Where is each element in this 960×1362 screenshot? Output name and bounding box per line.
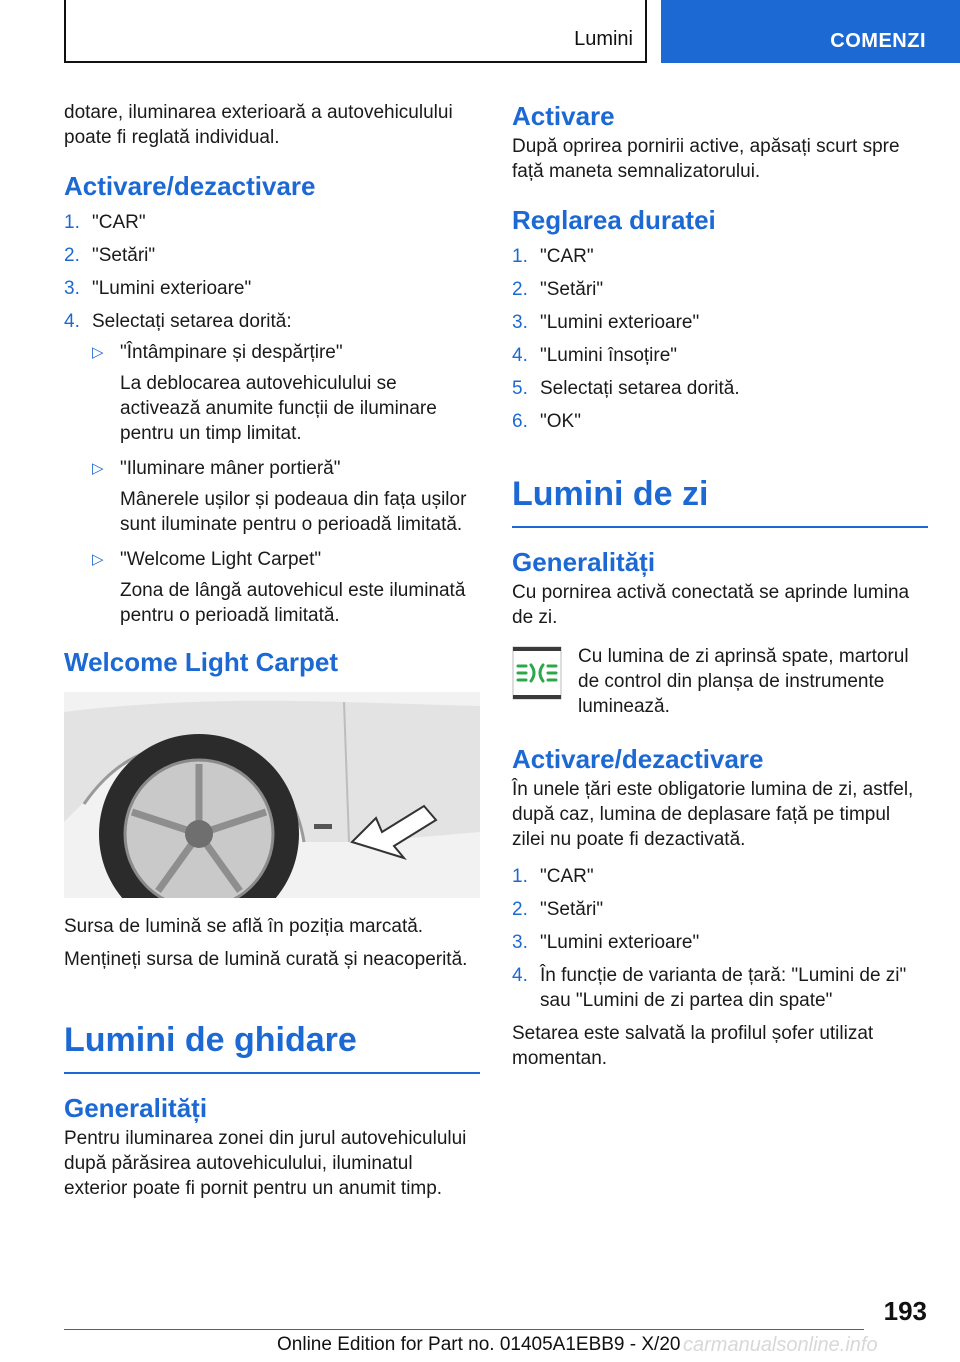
light-source-caption: Sursa de lumină se află în poziția marcată. — [64, 916, 424, 937]
edition-footer: Online Edition for Part no. 01405A1EBB9 - X/20 — [277, 1334, 681, 1355]
activation-heading: Activare/dezactivare — [64, 171, 316, 201]
page-number: 193 — [883, 1296, 927, 1326]
list-item: 4. În funcție de varianta de țară: "Lumini de zi" sau "Lumini de zi partea din spate" — [512, 965, 907, 1011]
list-item: 5. Selectați setarea dorită. — [512, 378, 740, 399]
right-column — [512, 100, 928, 1071]
activare-text: După oprirea pornirii active, apăsați scurt spre față maneta semnalizatorului. — [512, 136, 900, 182]
activation-steps — [64, 210, 480, 628]
list-item: 1. "CAR" — [512, 246, 594, 267]
list-item: 4. "Lumini însoțire" — [512, 345, 678, 366]
daylight-general-heading: Generalități — [512, 547, 656, 577]
option-item — [92, 340, 480, 446]
list-item: 1. "CAR" — [64, 212, 146, 233]
guide-general-heading: Generalități — [64, 1093, 208, 1123]
welcome-carpet-heading: Welcome Light Carpet — [64, 647, 339, 677]
daylight-indicator-text: Cu lumina de zi aprinsă spate, martorul de control din planșa de instrumente luminează. — [578, 646, 909, 717]
duration-steps — [512, 244, 928, 434]
intro-text: dotare, iluminarea exterioară a autovehiculului poate fi reglată individual. — [64, 102, 453, 148]
list-item: 4. Selectați setarea dorită: ▷ "Întâmpinare și despărțire" La deblocarea autovehiculului se activează anumite funcții de iluminare pentru un timp limitat. ▷ "Iluminare mâner portieră" Mânerele ușilor și podeaua din fața ușilor sunt iluminate pentru o perioadă limitată. ▷ "Welcome Light Carpet" Zona de lângă autovehicul este iluminată pentru o perioadă limitată. — [64, 309, 480, 628]
option-item — [92, 456, 480, 537]
option-title: "Welcome Light Carpet" — [120, 549, 322, 570]
duration-heading: Reglarea duratei — [512, 205, 716, 235]
daytime-running-light-icon — [512, 646, 562, 700]
daylight-indicator-note — [512, 644, 928, 719]
list-item: 3. "Lumini exterioare" — [512, 932, 700, 953]
triangle-bullet-icon: ▷ — [92, 460, 104, 477]
list-item: 2. "Setări" — [512, 279, 604, 300]
list-item: 6. "OK" — [512, 411, 581, 432]
triangle-bullet-icon: ▷ — [92, 551, 104, 568]
header-section-title: Lumini — [574, 28, 633, 50]
activare-heading: Activare — [512, 101, 615, 131]
option-description: Zona de lângă autovehicul este iluminată pentru o perioadă limitată. — [120, 580, 466, 626]
list-item: 2. "Setări" — [512, 899, 604, 920]
option-description: La deblocarea autovehiculului se activează anumite funcții de iluminare pentru un timp limitat. — [120, 373, 437, 444]
car-wheel-illustration — [64, 692, 480, 898]
daylight-activation-text: În unele țări este obligatorie lumina de zi, astfel, după caz, lumina de deplasare față pe timpul zilei nu poate fi dezactivată. — [512, 779, 914, 850]
option-title: "Întâmpinare și despărțire" — [120, 342, 343, 363]
option-item — [92, 547, 480, 628]
list-item: 3. "Lumini exterioare" — [512, 312, 700, 333]
daylight-activation-heading: Activare/dezactivare — [512, 744, 764, 774]
triangle-bullet-icon: ▷ — [92, 344, 104, 361]
left-column — [64, 100, 480, 1201]
footer-divider — [64, 1329, 864, 1330]
light-source-care-note: Mențineți sursa de lumină curată și neacoperită. — [64, 949, 468, 970]
option-list — [92, 340, 480, 628]
daylight-steps — [512, 864, 928, 1013]
list-item: 1. "CAR" — [512, 866, 594, 887]
daylight-closing-text: Setarea este salvată la profilul șofer utilizat momentan. — [512, 1023, 874, 1069]
option-title: "Iluminare mâner portieră" — [120, 458, 341, 479]
header-chapter-box — [661, 0, 960, 63]
watermark-text: carmanualsonline.info — [683, 1334, 878, 1356]
header-chapter-title: COMENZI — [830, 30, 926, 52]
guide-general-text: Pentru iluminarea zonei din jurul autovehiculului după părăsirea autovehiculului, iluminatul exterior poate fi pornit pentru un anumit timp. — [64, 1128, 467, 1199]
list-item: 3. "Lumini exterioare" — [64, 278, 252, 299]
option-description: Mânerele ușilor și podeaua din fața ușilor sunt iluminate pentru o perioadă limitată. — [120, 489, 467, 535]
daylight-title: Lumini de zi — [512, 474, 928, 528]
list-item: 2. "Setări" — [64, 245, 156, 266]
header-section-box — [64, 0, 647, 63]
daylight-general-text: Cu pornirea activă conectată se aprinde lumina de zi. — [512, 582, 910, 628]
guide-lights-title: Lumini de ghidare — [64, 1020, 480, 1074]
